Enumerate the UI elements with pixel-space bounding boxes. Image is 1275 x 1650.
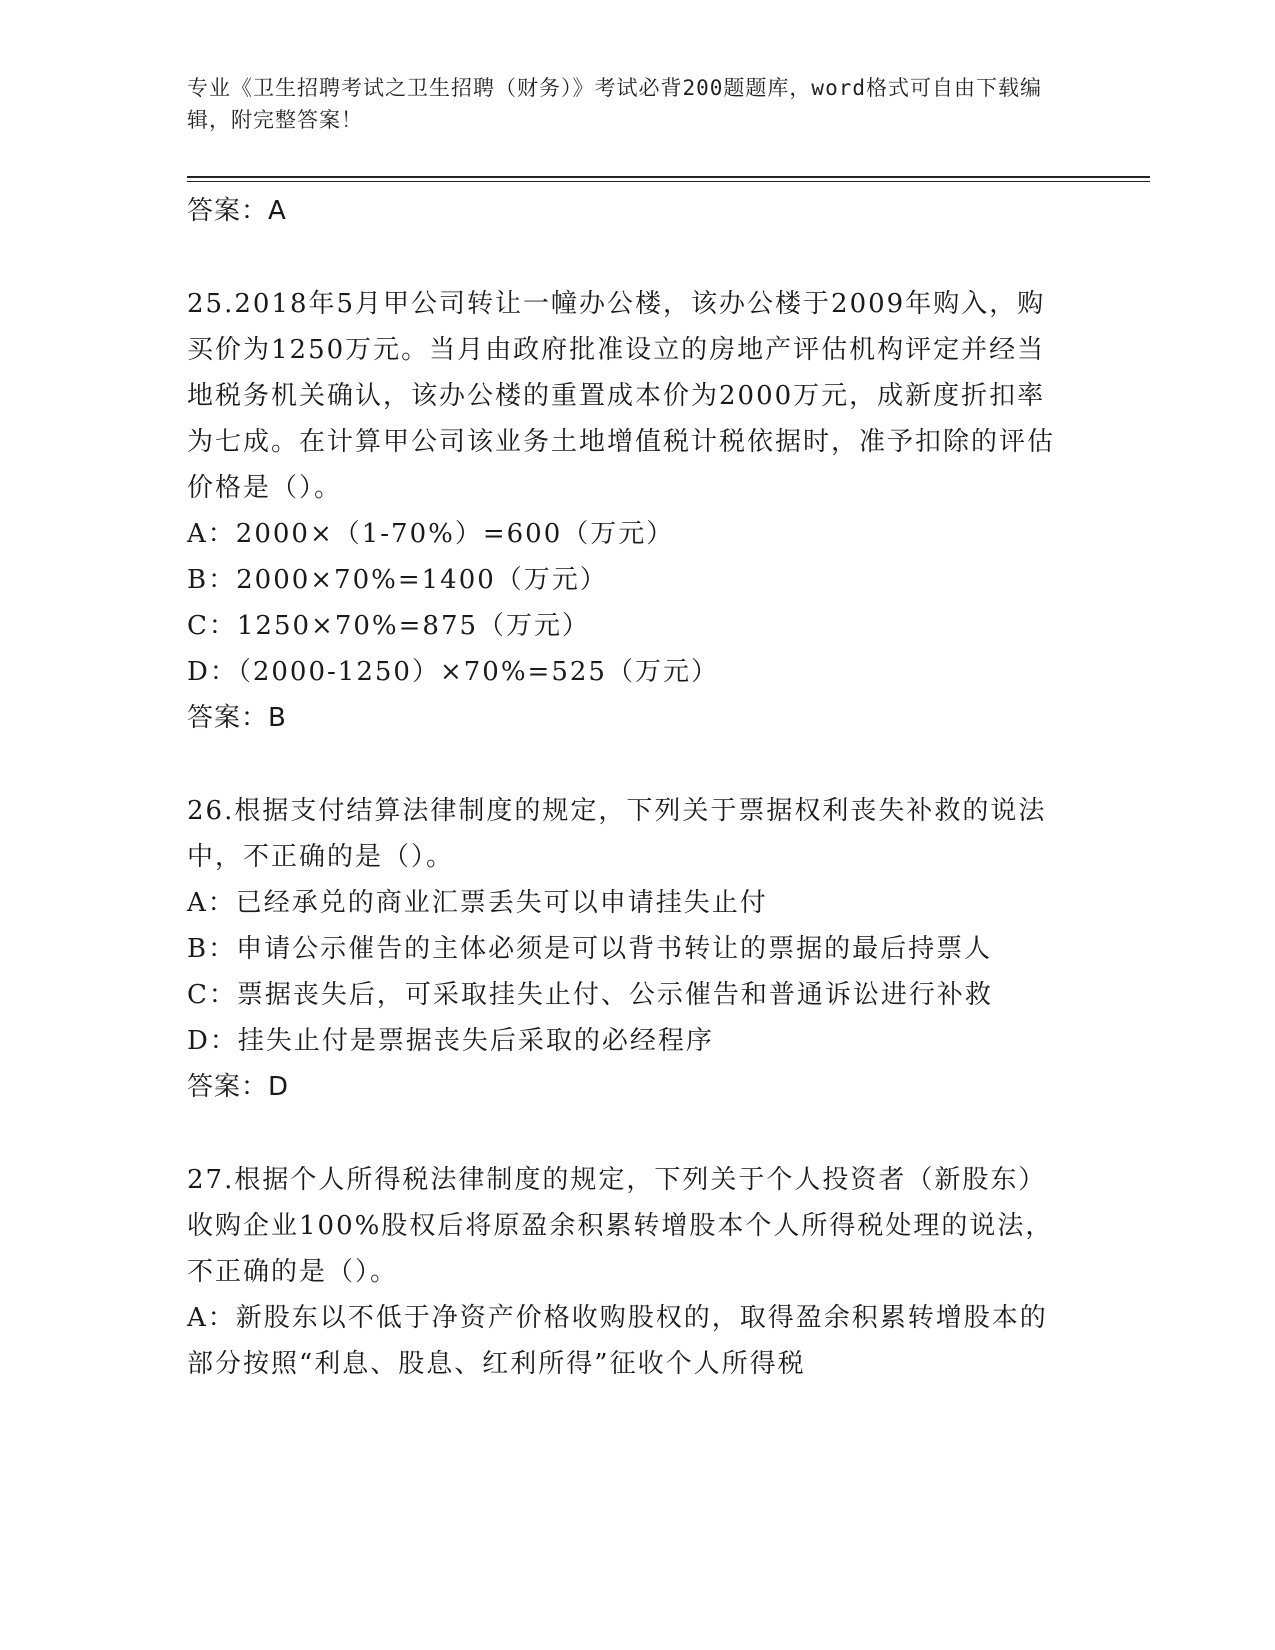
spacer <box>187 741 1087 788</box>
question-text: 25.2018年5月甲公司转让一幢办公楼，该办公楼于2009年购入，购买价为1250万元。当月由政府批准设立的房地产评估机构评定并经当地税务机关确认，该办公楼的重置成本价为2000万元，成新度折扣率为七成。在计算甲公司该业务土地增值税计税依据时，准予扣除的评估价格是（）。 <box>187 289 1056 503</box>
question-25 <box>187 281 1087 741</box>
question-26 <box>187 788 1087 1110</box>
option-b: B：2000×70%=1400（万元） <box>187 565 608 595</box>
question-27 <box>187 1157 1087 1387</box>
spacer <box>187 1110 1087 1157</box>
option-c: C：票据丧失后，可采取挂失止付、公示催告和普通诉讼进行补救 <box>187 980 993 1010</box>
previous-answer: 答案：A <box>187 196 287 226</box>
spacer <box>187 234 1087 281</box>
page-header: 专业《卫生招聘考试之卫生招聘（财务）》考试必背200题题库，word格式可自由下载编辑，附完整答案！ <box>187 76 1042 132</box>
option-d: D：挂失止付是票据丧失后采取的必经程序 <box>187 1026 714 1056</box>
option-d: D：（2000-1250）×70%=525（万元） <box>187 657 719 687</box>
question-text: 26.根据支付结算法律制度的规定，下列关于票据权利丧失补救的说法中，不正确的是（）。 <box>187 796 1047 872</box>
option-c: C：1250×70%=875（万元） <box>187 611 591 641</box>
answer: 答案：B <box>187 703 287 733</box>
document-body <box>187 188 1087 1387</box>
option-a: A：已经承兑的商业汇票丢失可以申请挂失止付 <box>187 888 768 918</box>
option-b: B：申请公示催告的主体必须是可以背书转让的票据的最后持票人 <box>187 934 993 964</box>
question-text: 27.根据个人所得税法律制度的规定，下列关于个人投资者（新股东）收购企业100%股权后将原盈余积累转增股本个人所得税处理的说法，不正确的是（）。 <box>187 1165 1054 1287</box>
header-divider-thick <box>187 176 1150 178</box>
option-a: A：2000×（1-70%）=600（万元） <box>187 519 675 549</box>
answer: 答案：D <box>187 1072 290 1102</box>
option-a: A：新股东以不低于净资产价格收购股权的，取得盈余积累转增股本的部分按照“利息、股息、红利所得”征收个人所得税 <box>187 1303 1048 1379</box>
header-divider-thin <box>187 181 1150 182</box>
